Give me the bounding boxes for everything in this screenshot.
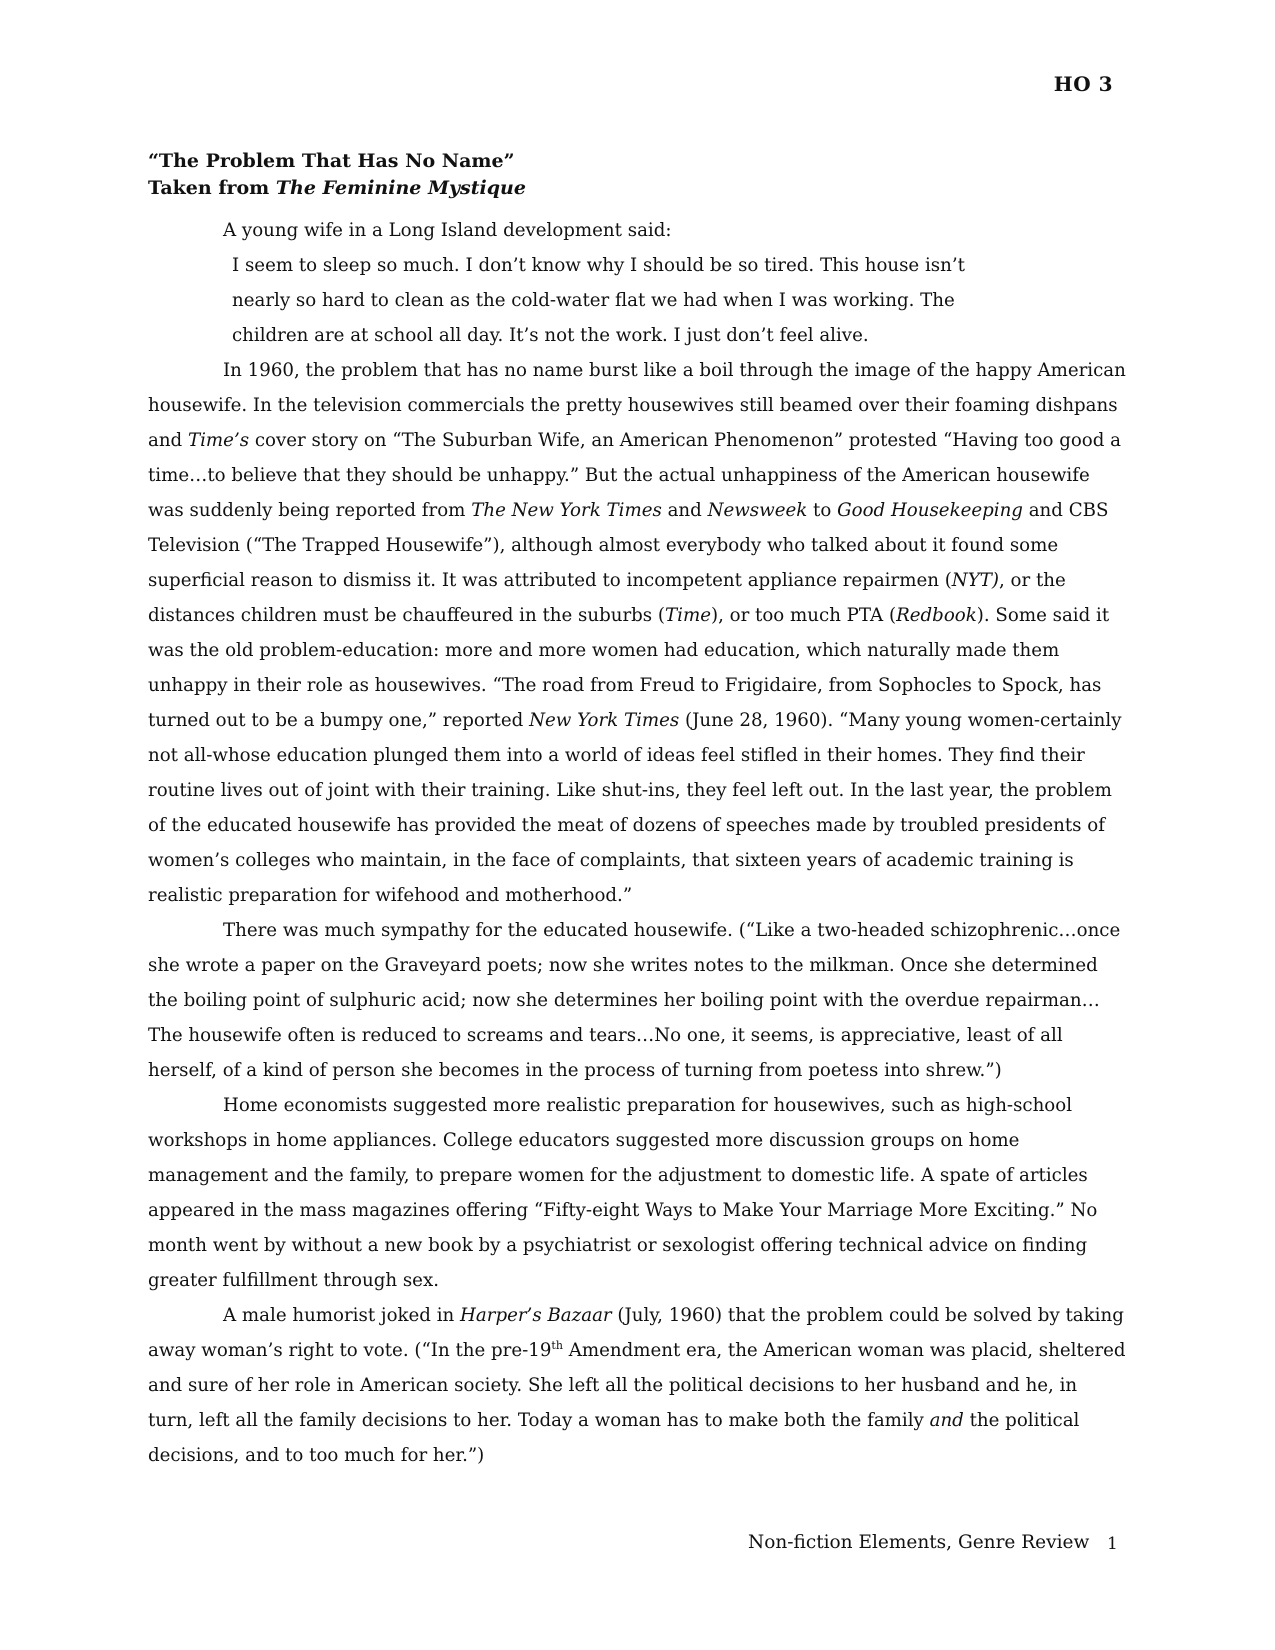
paragraph-3: Home economists suggested more realistic preparation for housewives, such as high-school workshops in home appliances. College educators suggested more discussion groups on home management and the family, to prepare women for the adjustment to domestic life. A spate of articles appeared in the mass magazines offering “Fifty-eight Ways to Make Your Marriage More Exciting.” No month went by without a new book by a psychiatrist or sexologist offering technical advice on finding greater fulfillment through sex. [148,1095,1098,1291]
subtitle-line: Taken from The Feminine Mystique [148,177,526,199]
page-number: 1 [1107,1534,1118,1554]
block-quote: I seem to sleep so much. I don’t know why I should be so tired. This house isn’t nearly so hard to clean as the cold-water flat we had when I was working. The children are at school all day. It’s not the work. I just don’t feel alive. [232,255,965,346]
footer-text: Non-fiction Elements, Genre Review [748,1532,1090,1553]
handout-label: HO 3 [1053,72,1113,96]
paragraph-4: A male humorist joked in Harper’s Bazaar (July, 1960) that the problem could be solved by taking away woman’s right to vote. (“In the pre-19th Amendment era, the American woman was placid, sheltered and sure of her role in American society. She left all the political decisions to her husband and he, in turn, left all the family decisions to her. Today a woman has to make both the family and the political decisions, and to too much for her.”) [148,1305,1126,1466]
paragraph-2: There was much sympathy for the educated housewife. (“Like a two-headed schizophrenic…once she wrote a paper on the Graveyard poets; now she writes notes to the milkman. Once she determined the boiling point of sulphuric acid; now she determines her boiling point with the overdue repairman…The housewife often is reduced to screams and tears…No one, it seems, is appreciative, least of all herself, of a kind of person she becomes in the process of turning from poetess into shrew.”) [148,920,1121,1081]
book-title: The Feminine Mystique [275,177,526,199]
title-block [148,148,526,202]
paragraph-1: In 1960, the problem that has no name burst like a boil through the image of the happy American housewife. In the television commercials the pretty housewives still beamed over their foaming dishpans and Time’s cover story on “The Suburban Wife, an American Phenomenon” protested “Having too good a time…to believe that they should be unhappy.” But the actual unhappiness of the American housewife was suddenly being reported from The New York Times and Newsweek to Good Housekeeping and CBS Television (“The Trapped Housewife”), although almost everybody who talked about it found some superficial reason to dismiss it. It was attributed to incompetent appliance repairmen (NYT), or the distances children must be chauffeured in the suburbs (Time), or too much PTA (Redbook). Some said it was the old problem-education: more and more women had education, which naturally made them unhappy in their role as housewives. “The road from Freud to Frigidaire, from Sophocles to Spock, has turned out to be a bumpy one,” reported New York Times (June 28, 1960). “Many young women-certainly not all-whose education plunged them into a world of ideas feel stifled in their homes. They find their routine lives out of joint with their training. Like shut-ins, they feel left out. In the last year, the problem of the educated housewife has provided the meat of dozens of speeches made by troubled presidents of women’s colleges who maintain, in the face of complaints, that sixteen years of academic training is realistic preparation for wifehood and motherhood.” [148,360,1126,906]
intro-line: A young wife in a Long Island development said: [223,220,672,241]
title-line: “The Problem That Has No Name” [148,150,515,172]
document-body [148,213,1128,1473]
